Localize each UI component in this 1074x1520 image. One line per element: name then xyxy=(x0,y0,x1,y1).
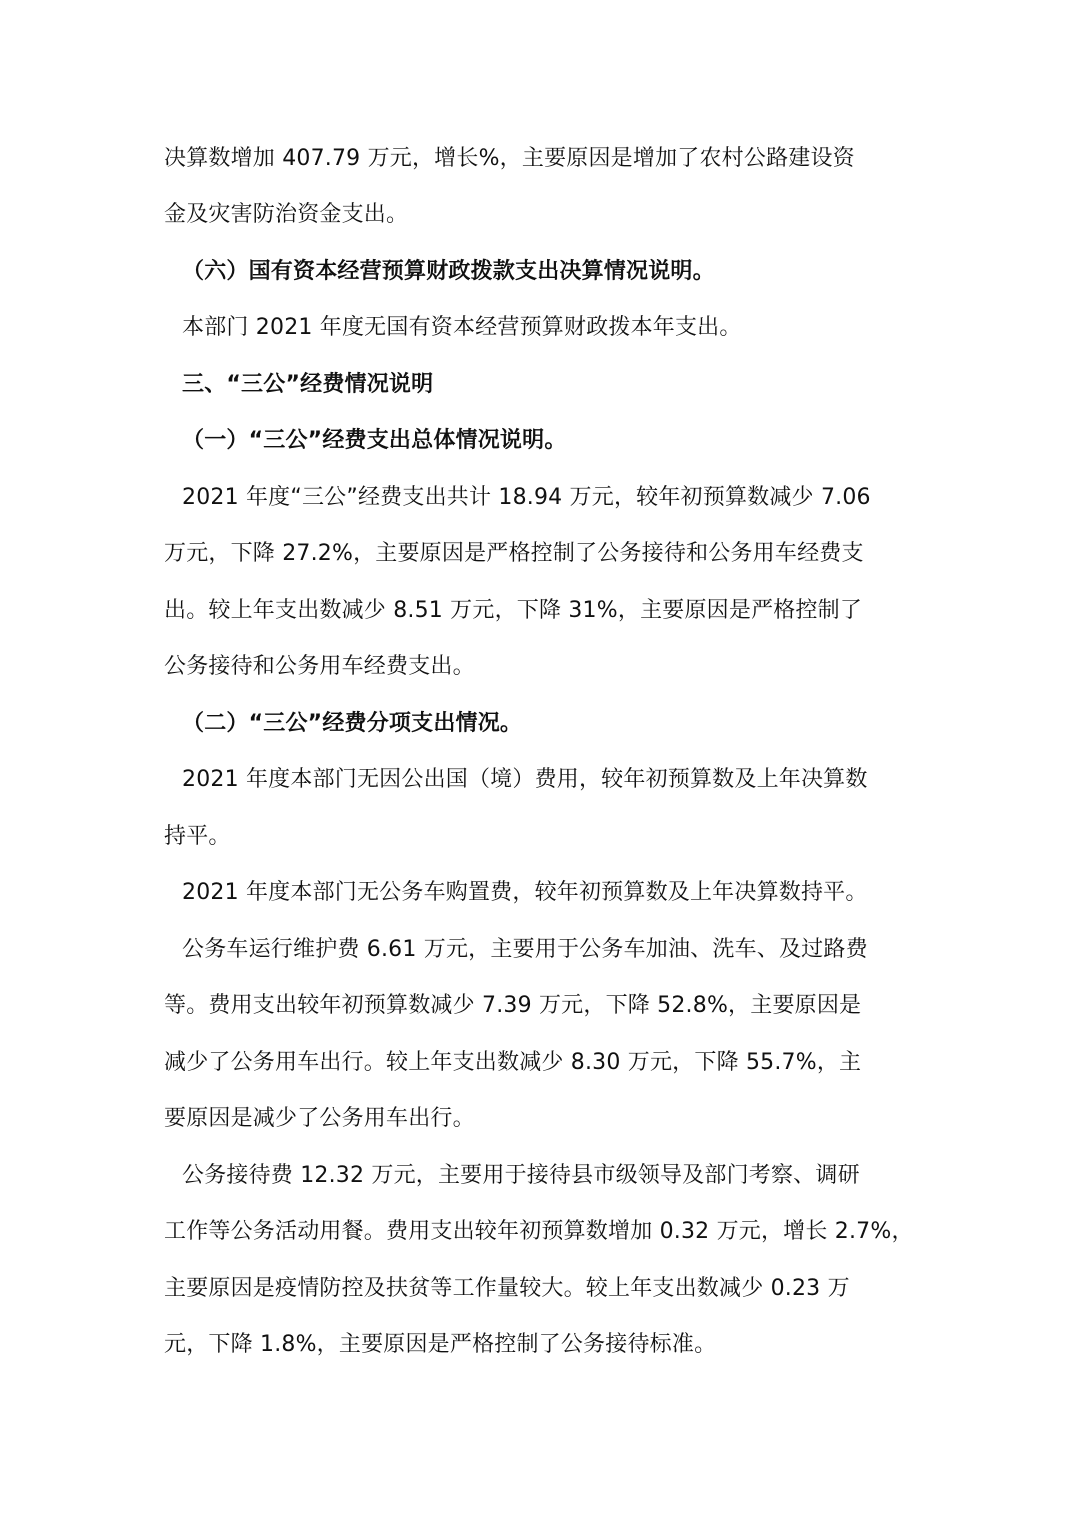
paragraph-line: 减少了公务用车出行。较上年支出数减少 8.30 万元，下降 55.7%，主 xyxy=(164,1050,862,1075)
paragraph-line: 公务接待费 12.32 万元，主要用于接待县市级领导及部门考察、调研 xyxy=(182,1163,860,1188)
paragraph-line: 2021 年度本部门无公务车购置费，较年初预算数及上年决算数持平。 xyxy=(182,880,868,905)
paragraph-line: 2021 年度“三公”经费支出共计 18.94 万元，较年初预算数减少 7.06 xyxy=(182,485,871,510)
paragraph-line: 本部门 2021 年度无国有资本经营预算财政拨本年支出。 xyxy=(182,315,742,340)
paragraph-line: 决算数增加 407.79 万元，增长%，主要原因是增加了农村公路建设资 xyxy=(164,146,855,171)
section-heading: 三、“三公”经费情况说明 xyxy=(182,372,434,397)
section-heading: （二）“三公”经费分项支出情况。 xyxy=(182,711,523,736)
paragraph-line: 万元，下降 27.2%，主要原因是严格控制了公务接待和公务用车经费支 xyxy=(164,541,864,566)
paragraph-line: 要原因是减少了公务用车出行。 xyxy=(164,1106,475,1131)
paragraph-line: 等。费用支出较年初预算数减少 7.39 万元，下降 52.8%，主要原因是 xyxy=(164,993,862,1018)
paragraph-line: 元，下降 1.8%，主要原因是严格控制了公务接待标准。 xyxy=(164,1332,717,1357)
paragraph-line: 公务接待和公务用车经费支出。 xyxy=(164,654,475,679)
paragraph-line: 出。较上年支出数减少 8.51 万元，下降 31%，主要原因是严格控制了 xyxy=(164,598,863,623)
section-heading: （一）“三公”经费支出总体情况说明。 xyxy=(182,428,567,453)
paragraph-line: 主要原因是疫情防控及扶贫等工作量较大。较上年支出数减少 0.23 万 xyxy=(164,1276,850,1301)
paragraph-line: 工作等公务活动用餐。费用支出较年初预算数增加 0.32 万元，增长 2.7%， xyxy=(164,1219,914,1244)
section-heading: （六）国有资本经营预算财政拨款支出决算情况说明。 xyxy=(182,259,715,284)
paragraph-line: 2021 年度本部门无因公出国（境）费用，较年初预算数及上年决算数 xyxy=(182,767,868,792)
paragraph-line: 金及灾害防治资金支出。 xyxy=(164,202,409,227)
paragraph-line: 持平。 xyxy=(164,824,231,849)
paragraph-line: 公务车运行维护费 6.61 万元，主要用于公务车加油、洗车、及过路费 xyxy=(182,937,868,962)
